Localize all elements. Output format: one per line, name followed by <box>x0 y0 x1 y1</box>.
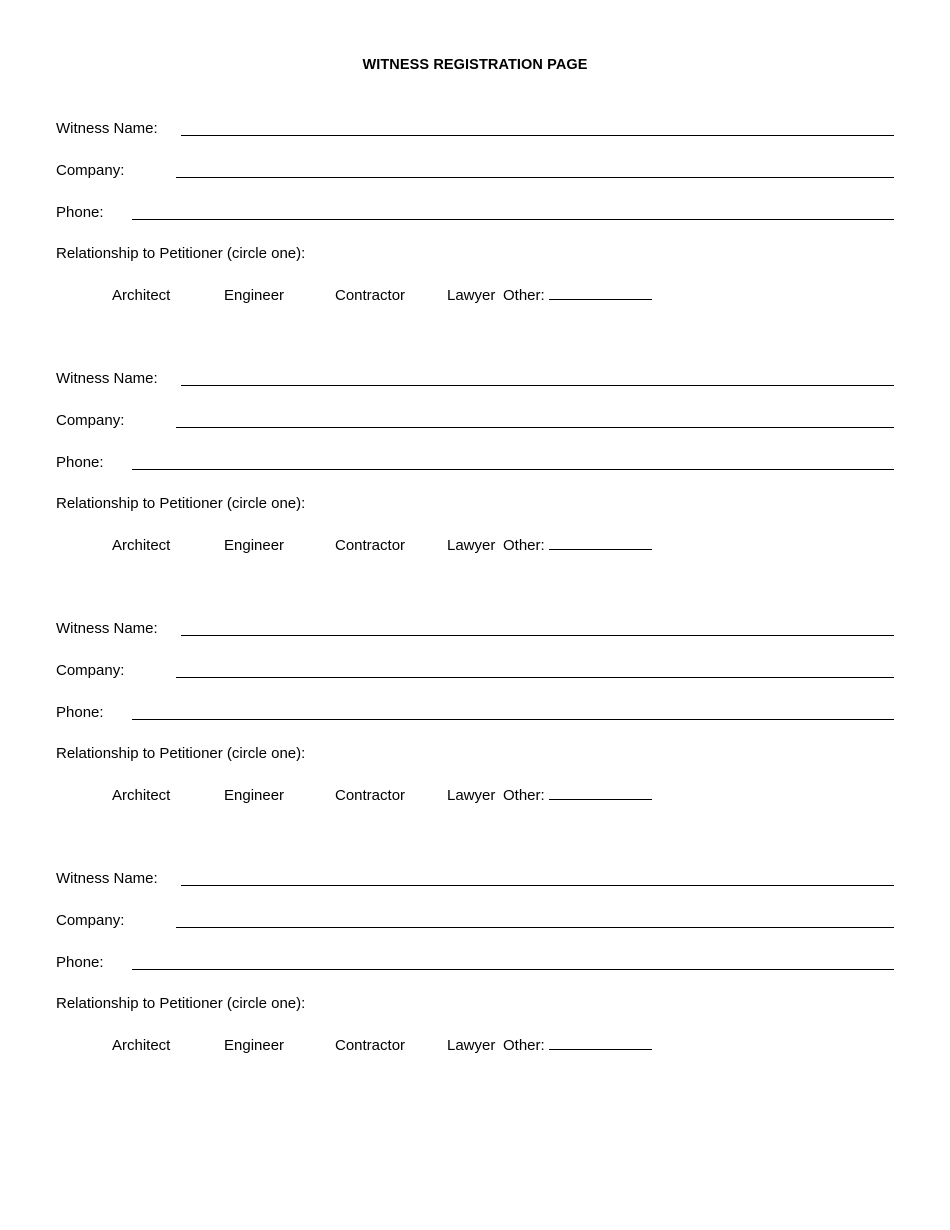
option-lawyer[interactable]: Lawyer <box>447 787 496 804</box>
company-label: Company: <box>56 412 125 429</box>
option-lawyer[interactable]: Lawyer <box>447 1037 496 1054</box>
option-contractor[interactable]: Contractor <box>335 287 406 304</box>
witness-name-field[interactable] <box>181 385 894 386</box>
option-other[interactable] <box>503 287 652 305</box>
option-engineer[interactable]: Engineer <box>224 1037 285 1054</box>
option-lawyer[interactable]: Lawyer <box>447 537 496 554</box>
witness-name-label: Witness Name: <box>56 120 158 137</box>
option-other[interactable] <box>503 537 652 555</box>
option-other-label: Other: <box>503 287 545 304</box>
relationship-label: Relationship to Petitioner (circle one): <box>56 995 306 1012</box>
witness-name-label: Witness Name: <box>56 620 158 637</box>
phone-label: Phone: <box>56 704 104 721</box>
option-engineer[interactable]: Engineer <box>224 537 285 554</box>
option-lawyer[interactable]: Lawyer <box>447 287 496 304</box>
option-other-label: Other: <box>503 537 545 554</box>
company-field[interactable] <box>176 177 894 178</box>
witness-block-3 <box>0 618 950 838</box>
option-architect[interactable]: Architect <box>112 787 171 804</box>
witness-name-field[interactable] <box>181 635 894 636</box>
page-title: WITNESS REGISTRATION PAGE <box>362 57 588 73</box>
witness-name-field[interactable] <box>181 885 894 886</box>
company-label: Company: <box>56 912 125 929</box>
witness-block-4 <box>0 868 950 1088</box>
other-field[interactable] <box>549 298 652 300</box>
option-other-label: Other: <box>503 1037 545 1054</box>
relationship-label: Relationship to Petitioner (circle one): <box>56 245 306 262</box>
option-engineer[interactable]: Engineer <box>224 787 285 804</box>
phone-field[interactable] <box>132 719 894 720</box>
company-label: Company: <box>56 662 125 679</box>
company-label: Company: <box>56 162 125 179</box>
witness-block-1 <box>0 118 950 338</box>
witness-name-label: Witness Name: <box>56 870 158 887</box>
option-architect[interactable]: Architect <box>112 287 171 304</box>
option-other-label: Other: <box>503 787 545 804</box>
other-field[interactable] <box>549 1048 652 1050</box>
phone-field[interactable] <box>132 469 894 470</box>
option-other[interactable] <box>503 787 652 805</box>
phone-field[interactable] <box>132 219 894 220</box>
relationship-label: Relationship to Petitioner (circle one): <box>56 745 306 762</box>
relationship-label: Relationship to Petitioner (circle one): <box>56 495 306 512</box>
phone-field[interactable] <box>132 969 894 970</box>
phone-label: Phone: <box>56 954 104 971</box>
phone-label: Phone: <box>56 454 104 471</box>
option-contractor[interactable]: Contractor <box>335 1037 406 1054</box>
company-field[interactable] <box>176 677 894 678</box>
phone-label: Phone: <box>56 204 104 221</box>
option-architect[interactable]: Architect <box>112 1037 171 1054</box>
witness-name-field[interactable] <box>181 135 894 136</box>
option-contractor[interactable]: Contractor <box>335 537 406 554</box>
other-field[interactable] <box>549 798 652 800</box>
company-field[interactable] <box>176 427 894 428</box>
witness-block-2 <box>0 368 950 588</box>
option-engineer[interactable]: Engineer <box>224 287 285 304</box>
company-field[interactable] <box>176 927 894 928</box>
other-field[interactable] <box>549 548 652 550</box>
option-other[interactable] <box>503 1037 652 1055</box>
option-contractor[interactable]: Contractor <box>335 787 406 804</box>
option-architect[interactable]: Architect <box>112 537 171 554</box>
witness-name-label: Witness Name: <box>56 370 158 387</box>
